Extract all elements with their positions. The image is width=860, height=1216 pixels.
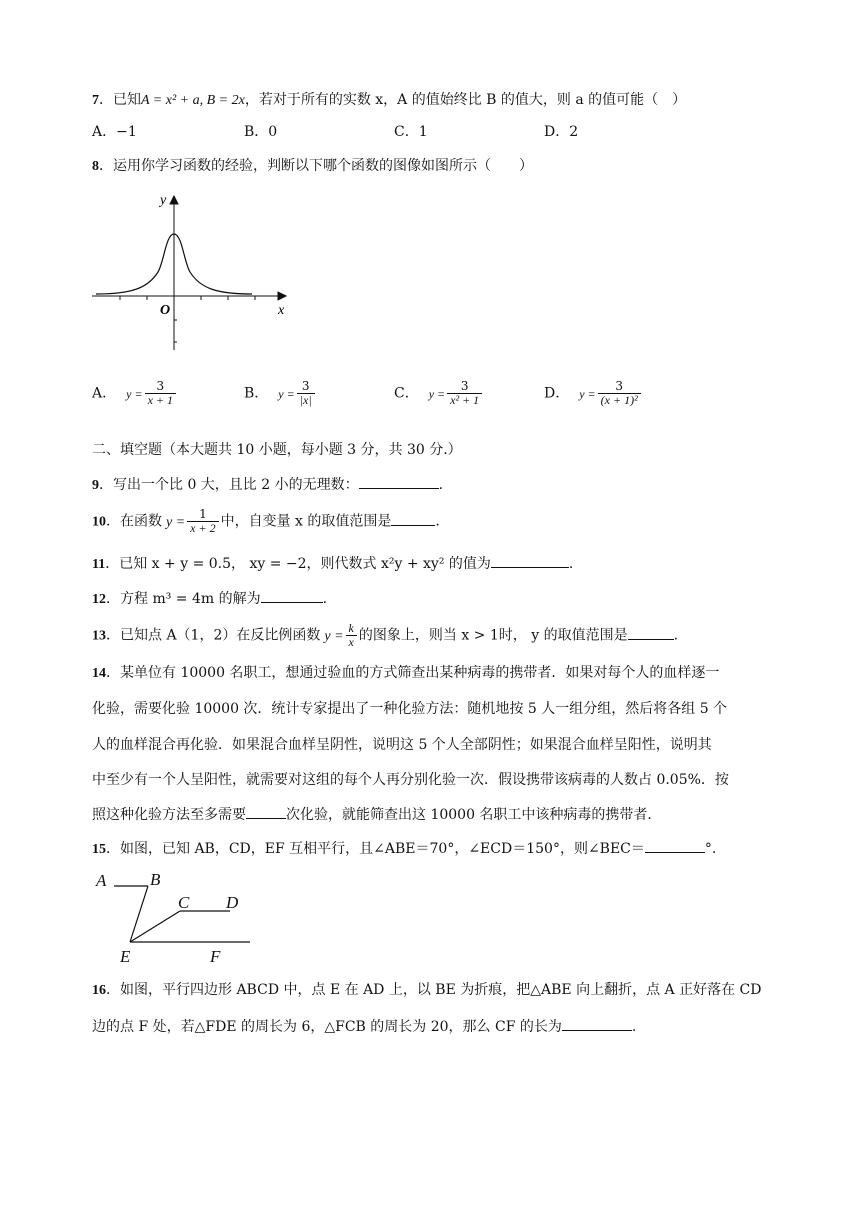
option-a	[92, 380, 178, 407]
option-lhs: y =	[428, 386, 446, 401]
fraction-numerator: 3	[145, 380, 176, 394]
question-7	[92, 90, 686, 111]
question-9	[92, 474, 443, 496]
fraction-denominator: (x + 1)²	[600, 393, 638, 407]
fraction	[145, 380, 176, 407]
point-label-d: D	[226, 893, 239, 912]
section-heading: 二、填空题（本大题共 10 小题，每小题 3 分，共 30 分.）	[92, 442, 462, 458]
answer-blank[interactable]	[391, 511, 435, 526]
period: .	[631, 1019, 637, 1035]
answer-blank[interactable]	[628, 625, 674, 640]
question-14-line-5	[92, 804, 661, 825]
question-stem: ．如图，平行四边形 ABCD 中，点 E 在 AD 上，以 BE 为折痕，把△ABE 向上翻折，点 A 正好落在 CD	[106, 982, 762, 998]
option-c	[394, 380, 484, 407]
origin-label: O	[160, 303, 171, 318]
question-number: 10	[92, 514, 106, 530]
answer-blank[interactable]	[246, 804, 286, 819]
degree-end: °.	[704, 841, 717, 857]
fraction	[598, 380, 641, 407]
question-stem: 照这种化验方法至多需要	[92, 807, 246, 823]
option-letter: D．	[544, 385, 570, 402]
question-number: 13	[92, 628, 106, 644]
period: .	[435, 513, 440, 530]
fraction-numerator: k	[346, 622, 357, 636]
function-graph	[92, 190, 292, 350]
option-lhs: y =	[278, 386, 295, 401]
question-stem: ．写出一个比 0 大，且比 2 小的无理数：	[99, 477, 359, 493]
question-14-line-3: 人的血样混合再化验．如果混合血样呈阴性，说明这 5 个人全部阴性；如果混合血样呈阳性，说明其	[92, 737, 712, 753]
question-13	[92, 622, 678, 649]
period: .	[568, 556, 574, 572]
question-number: 11	[92, 557, 106, 572]
x-axis-label: x	[278, 303, 285, 318]
option-d: D．2	[544, 124, 579, 140]
y-axis-label: y	[160, 193, 167, 208]
question-number: 8	[92, 159, 99, 174]
answer-blank[interactable]	[562, 1016, 632, 1031]
fraction	[447, 380, 482, 407]
question-stem: ．已知 x + y = 0.5， xy = −2，则代数式 x²y + xy² 的值为	[105, 556, 491, 572]
question-15	[92, 838, 716, 860]
parallel-lines-figure	[92, 866, 262, 966]
question-stem: ．已知点 A（1，2）在反比例函数	[106, 627, 321, 644]
question-14-line-2: 化验，需要化验 10000 次．统计专家提出了一种化验方法：随机地按 5 人一组分组，然后将各组 5 个	[92, 701, 728, 717]
fraction-denominator: x² + 1	[450, 393, 480, 407]
question-stem: ．如图，已知 AB，CD，EF 互相平行，且∠ABE＝70°，∠ECD＝150°，则∠BEC＝	[106, 841, 645, 857]
function-lhs: y =	[166, 514, 186, 530]
option-letter: C．	[394, 385, 419, 402]
question-number: 7	[92, 93, 99, 108]
question-16-line-1	[92, 980, 762, 1001]
answer-blank[interactable]	[491, 553, 569, 568]
fraction-denominator: x + 2	[190, 521, 216, 535]
question-stem: 边的点 F 处，若△FDE 的周长为 6，△FCB 的周长为 20，那么 CF 的长为	[92, 1019, 562, 1035]
point-label-c: C	[178, 893, 190, 912]
fraction	[297, 380, 315, 407]
question-10	[92, 508, 440, 535]
answer-blank[interactable]	[261, 588, 323, 603]
fraction-denominator: x	[348, 635, 354, 649]
option-b	[244, 380, 317, 407]
option-d	[544, 380, 643, 407]
answer-blank[interactable]	[645, 838, 705, 853]
point-label-e: E	[120, 947, 131, 966]
function-lhs: y =	[324, 628, 344, 644]
period: .	[438, 477, 444, 493]
question-16-line-2	[92, 1016, 636, 1037]
question-11	[92, 553, 573, 575]
question-number: 16	[92, 983, 106, 998]
fraction-numerator: 3	[297, 380, 315, 394]
point-label-b: B	[150, 870, 161, 889]
question-number: 12	[92, 592, 106, 607]
period: .	[673, 627, 679, 644]
answer-blank[interactable]	[359, 474, 439, 489]
option-letter: B．	[244, 385, 269, 402]
question-14-line-4: 中至少有一个人呈阳性，就需要对这组的每个人再分别化验一次．假设携带该病毒的人数占 0.05%．按	[92, 772, 729, 788]
question-stem: ，若对于所有的实数 x，A 的值始终比 B 的值大，则 a 的值可能（ ）	[244, 92, 687, 108]
fraction-denominator: x + 1	[147, 393, 173, 407]
question-number: 14	[92, 666, 106, 681]
question-8	[92, 156, 533, 177]
fraction	[187, 508, 218, 535]
fraction-numerator: 3	[598, 380, 641, 394]
question-number: 15	[92, 842, 106, 857]
option-lhs: y =	[126, 386, 143, 401]
formula: A = x² + a, B = 2x	[141, 93, 245, 108]
question-stem: ．运用你学习函数的经验，判断以下哪个函数的图像如图所示（ ）	[99, 158, 533, 174]
question-stem: ．已知	[99, 92, 141, 108]
question-stem: ．某单位有 10000 名职工，想通过验血的方式筛查出某种病毒的携带者．如果对每个人的血样逐一	[106, 665, 720, 681]
fraction-numerator: 1	[187, 508, 218, 522]
question-stem: ．方程 m³ = 4m 的解为	[106, 591, 261, 607]
question-stem: 次化验，就能筛查出这 10000 名职工中该种病毒的携带者．	[286, 807, 662, 823]
option-lhs: y =	[579, 386, 596, 401]
period: .	[322, 591, 328, 607]
question-14-line-1	[92, 663, 719, 684]
option-letter: A．	[92, 385, 117, 402]
question-stem: 中，自变量 x 的取值范围是	[220, 513, 392, 530]
question-12	[92, 588, 327, 610]
option-b: B．0	[244, 124, 278, 140]
question-stem: 的图象上，则当 x > 1时， y 的取值范围是	[358, 627, 628, 644]
fraction-numerator: 3	[447, 380, 482, 394]
point-label-a: A	[96, 871, 107, 890]
question-stem: ．在函数	[106, 513, 162, 530]
fraction-denominator: |x|	[299, 393, 312, 407]
question-number: 9	[92, 478, 99, 493]
option-a: A．−1	[92, 124, 137, 140]
point-label-f: F	[210, 947, 221, 966]
option-c: C．1	[394, 124, 428, 140]
fraction	[346, 622, 357, 649]
